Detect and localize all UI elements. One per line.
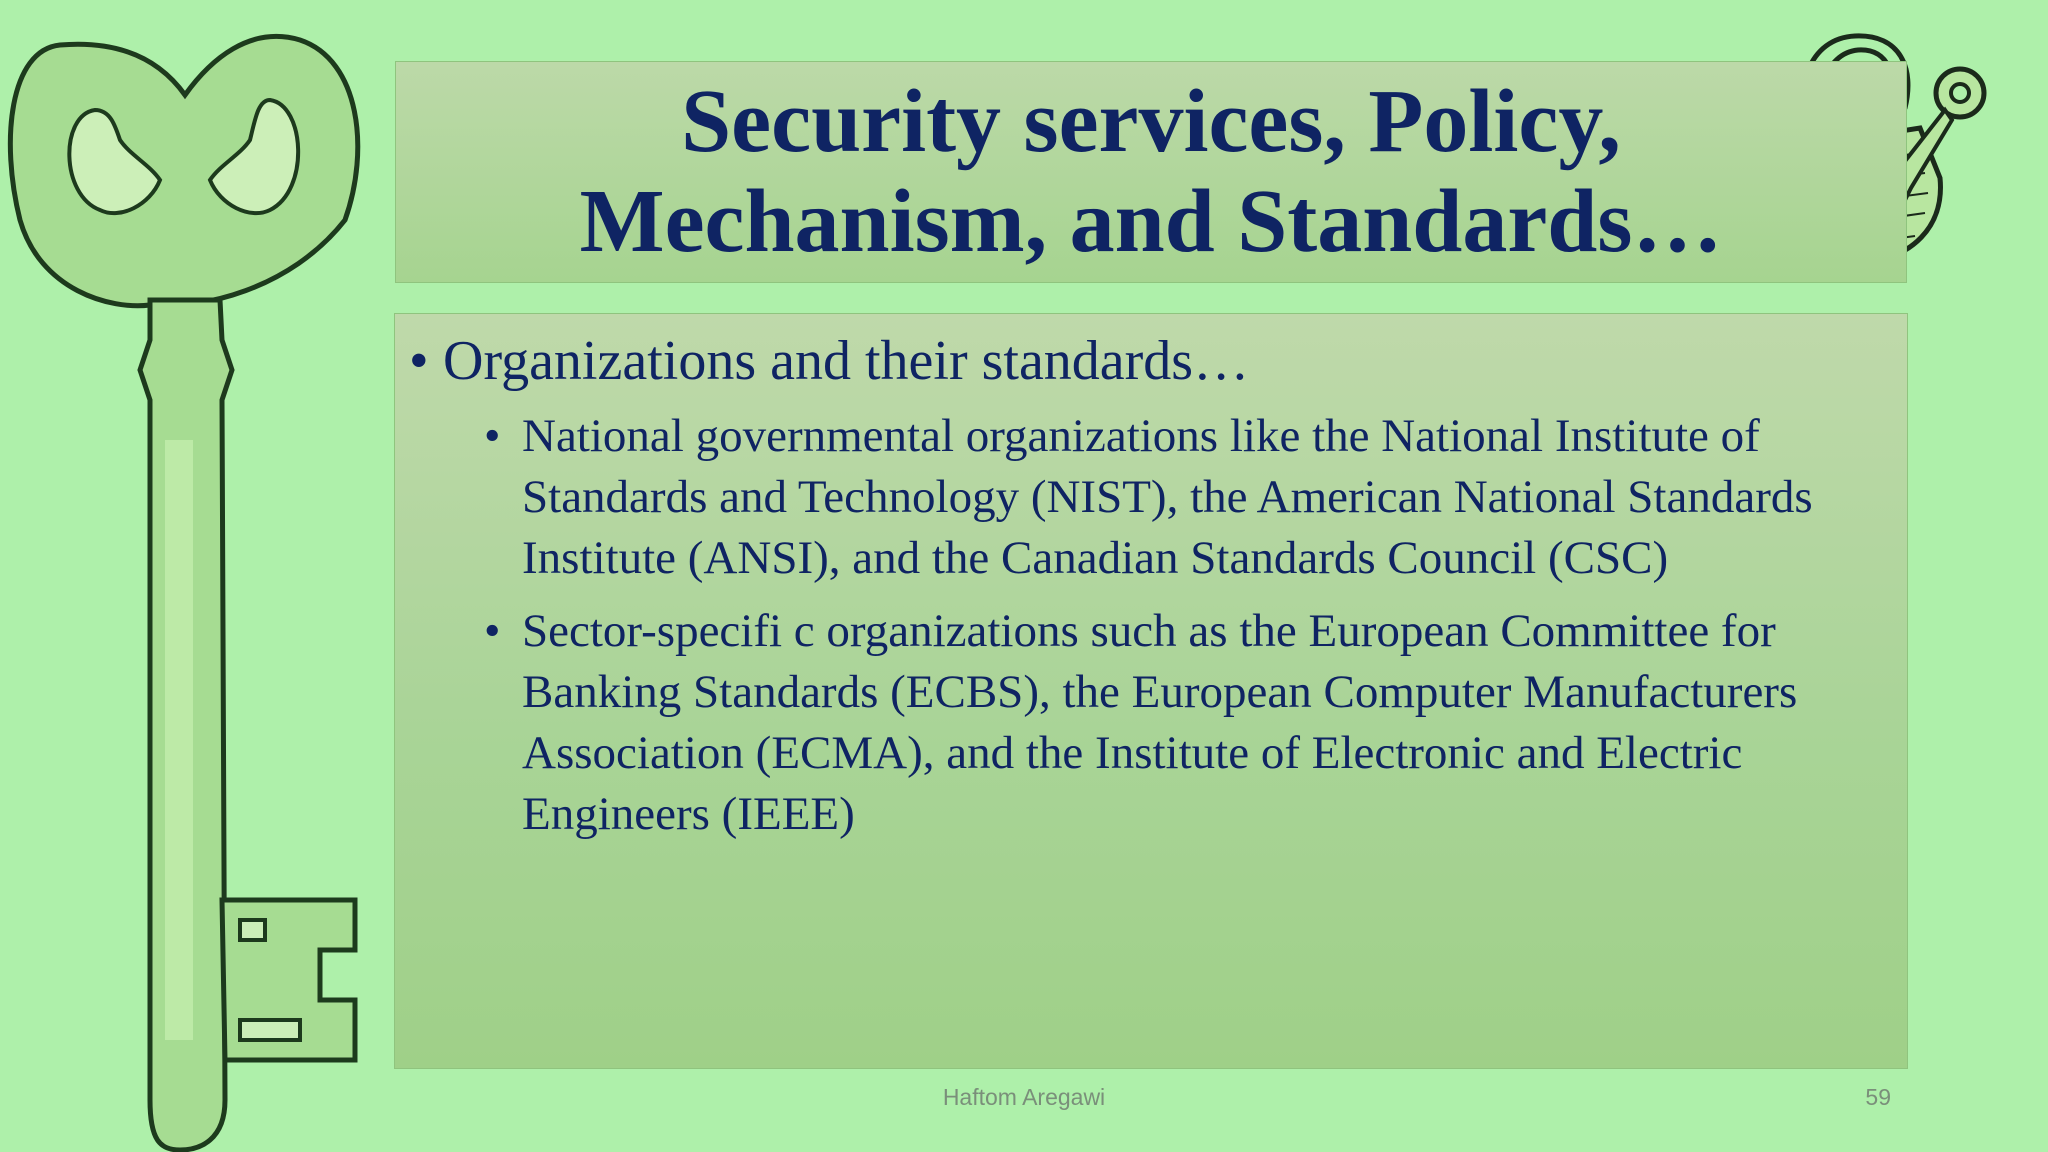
footer-author: Haftom Aregawi [942, 1084, 1106, 1110]
title-box [395, 61, 1907, 283]
slide-title-line-2: Mechanism, and Standards… [579, 172, 1723, 271]
main-bullet [409, 328, 1249, 394]
slide-number: 59 [1865, 1084, 1891, 1110]
key-illustration [0, 20, 380, 1152]
sub-bullet-text: National governmental organizations like the National Institute of Standards and Technology (NIST), the American National Standards Institute (ANSI), and the Canadian Standards Council (CSC) [522, 410, 1813, 584]
sub-bullet-item [484, 601, 1894, 845]
bullet-glyph: • [484, 410, 501, 462]
sub-bullet-list [484, 406, 1894, 857]
sub-bullet-text: Sector-specifi c organizations such as the European Committee for Banking Standards (ECBS), the European Computer Manufacturers Association (ECMA), and the Institute of Electronic and Electric Engineers (IEEE) [522, 605, 1798, 840]
sub-bullet-item [484, 406, 1894, 589]
bullet-glyph: • [484, 605, 501, 657]
main-bullet-text: Organizations and their standards… [443, 330, 1250, 392]
slide-title-line-1: Security services, Policy, [681, 72, 1621, 171]
slide-title [580, 72, 1723, 272]
content-box [394, 313, 1908, 1069]
bullet-glyph: • [409, 330, 429, 392]
